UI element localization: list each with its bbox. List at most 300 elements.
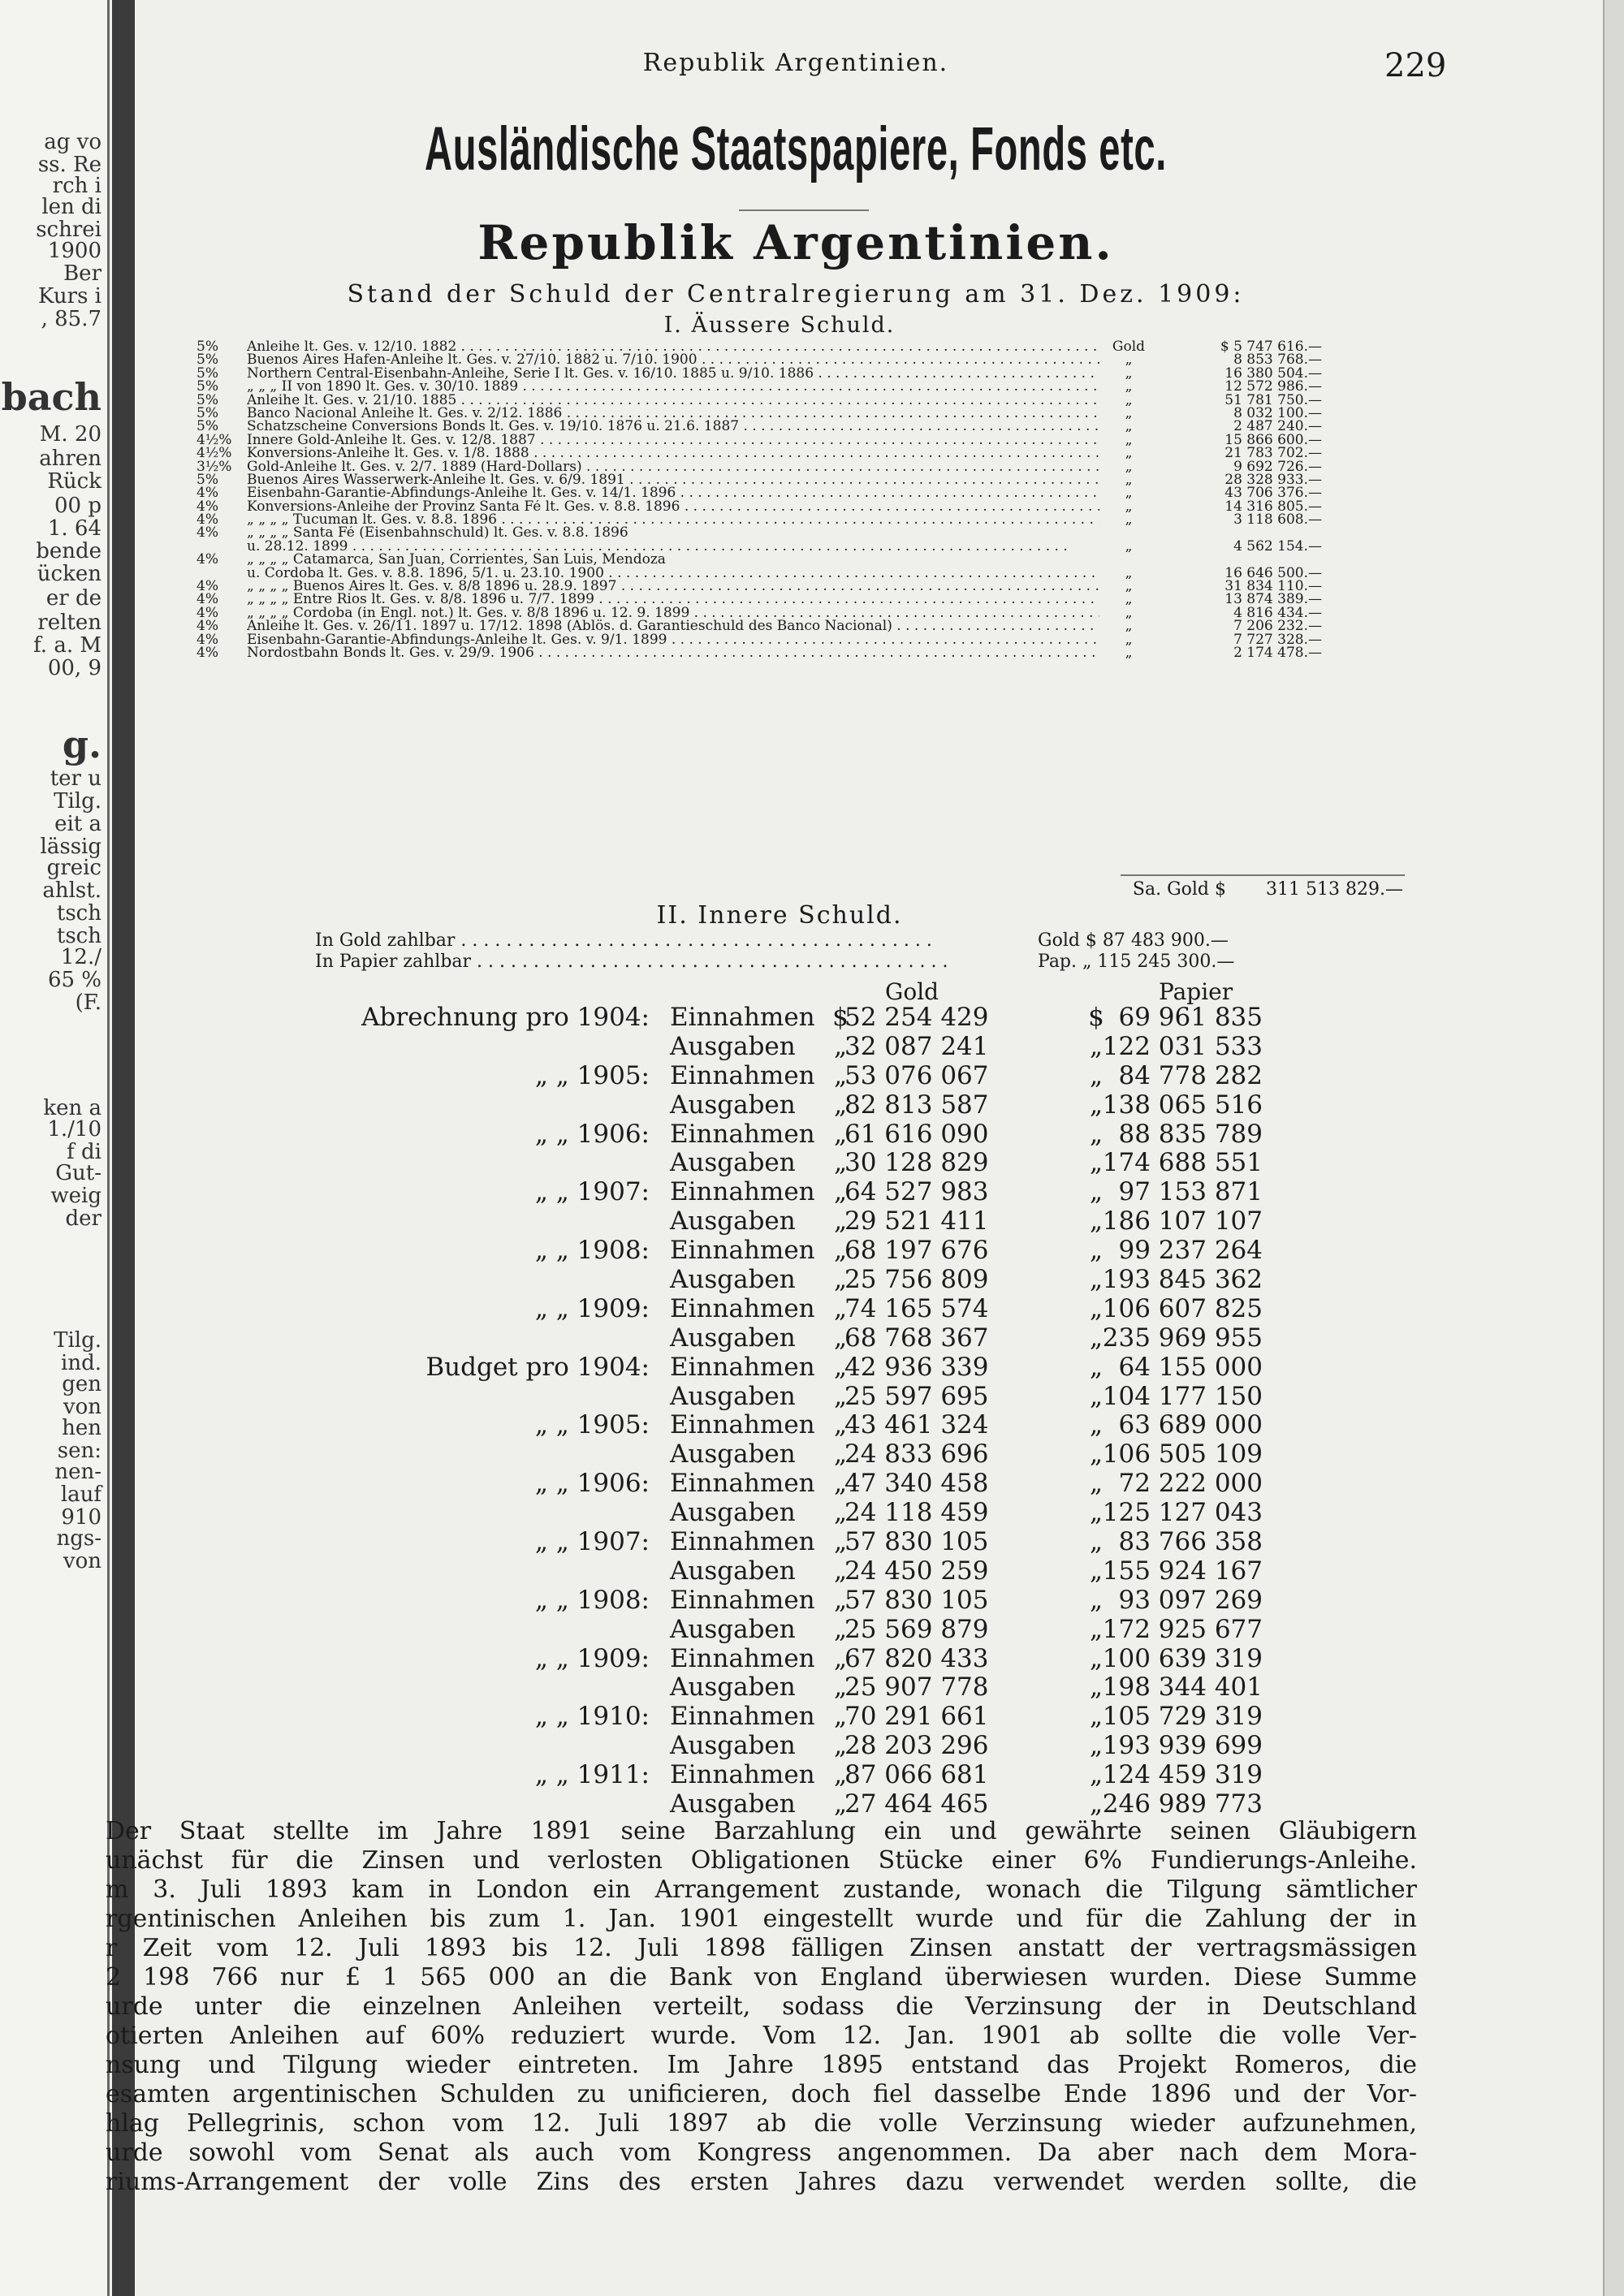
loan-description: Innere Gold-Anleihe lt. Ges. v. 12/8. 1887 . . . [247, 434, 1099, 447]
entry-kind: Einnahmen [670, 1352, 815, 1382]
papier-value: 72 222 000 [1118, 1469, 1263, 1499]
left-fragment-text: lässig [40, 835, 102, 859]
left-fragment-text: er de [45, 586, 102, 611]
amount: 28 328 933.— [1224, 471, 1322, 488]
papier-currency: „ [1089, 1731, 1104, 1761]
loan-description: „ „ „ „ Buenos Aires lt. Ges. v. 8/8 1896 u. 28.9. 1897 . . . [247, 580, 1099, 593]
left-fragment-text: relten [37, 611, 102, 635]
amount: 16 646 500.— [1224, 564, 1322, 581]
papier-currency: „ [1089, 1614, 1104, 1644]
papier-currency: „ [1089, 1527, 1104, 1557]
currency: „ [1125, 418, 1133, 435]
interest-rate: 4% [197, 498, 218, 515]
account-row [146, 1790, 1445, 1819]
account-row [146, 1645, 1445, 1674]
internal-debt-label: In Papier zahlbar . . . [315, 952, 1030, 972]
loan-description: Konversions-Anleihe der Provinz Santa Fé lt. Ges. v. 8.8. 1896 . . . [247, 500, 1099, 513]
papier-value: 122 031 533 [1102, 1031, 1263, 1061]
gold-currency: „ [833, 1702, 848, 1732]
currency: „ [1125, 378, 1133, 395]
entry-kind: Ausgaben [670, 1731, 796, 1761]
entry-kind: Ausgaben [670, 1556, 796, 1586]
account-row [146, 1616, 1445, 1645]
gold-currency: „ [833, 1760, 848, 1790]
gold-currency: „ [833, 1031, 848, 1061]
loan-description: Buenos Aires Hafen-Anleihe lt. Ges. v. 27/10. 1882 u. 7/10. 1900 . . . [247, 353, 1099, 366]
account-row [146, 1703, 1445, 1732]
external-debt-list [197, 339, 1429, 661]
left-fragment-text: eit a [54, 812, 102, 836]
papier-currency: „ [1089, 1293, 1104, 1323]
left-fragment-text: ahren [39, 447, 102, 471]
papier-currency: „ [1089, 1148, 1104, 1178]
amount: $ 5 747 616.— [1220, 339, 1322, 355]
gold-value: 25 597 695 [844, 1381, 989, 1411]
section-title: Ausländische Staatspapiere, Fonds etc. [425, 114, 1167, 183]
gold-value: 30 128 829 [844, 1148, 989, 1178]
gold-value: 74 165 574 [844, 1293, 989, 1323]
loan-description: „ „ „ „ Santa Fé (Eisenbahnschuld) lt. Ges. v. 8.8. 1896 [247, 526, 628, 540]
loan-description: Eisenbahn-Garantie-Abfindungs-Anleihe lt. Ges. v. 9/1. 1899 . . . [247, 633, 1099, 646]
loan-description: „ „ „ „ Tucuman lt. Ges. v. 8.8. 1896 . . . [247, 513, 1099, 526]
interest-rate: 4½% [197, 445, 232, 462]
loan-description: „ „ „ „ Cordoba (in Engl. not.) lt. Ges. v. 8/8 1896 u. 12. 9. 1899 . . . [247, 606, 1099, 619]
amount: 2 487 240.— [1233, 418, 1322, 435]
gold-currency: „ [833, 1381, 848, 1411]
papier-value: 193 845 362 [1102, 1265, 1263, 1295]
entry-kind: Ausgaben [670, 1090, 796, 1120]
entry-kind: Einnahmen [670, 1760, 815, 1790]
interest-rate: 5% [197, 339, 218, 355]
left-fragment-text: bach [1, 375, 102, 419]
gold-currency: „ [833, 1585, 848, 1615]
papier-currency: „ [1089, 1439, 1104, 1470]
amount: 16 380 504.— [1224, 365, 1322, 382]
left-fragment-text: von [63, 1549, 102, 1573]
left-fragment-text: len di [41, 195, 102, 219]
papier-currency: „ [1089, 1643, 1104, 1673]
left-fragment-text: Gut- [55, 1161, 102, 1185]
account-row [146, 1062, 1445, 1091]
amount: 31 834 110.— [1224, 578, 1322, 595]
paragraph-line: m 3. Juli 1893 kam in London ein Arrangement zustande, wonach die Tilgung sämtlicher [106, 1875, 1417, 1904]
left-fragment-text: , 85.7 [41, 307, 102, 331]
account-row [146, 1178, 1445, 1207]
period-label: „ „ 1910: [534, 1702, 650, 1732]
papier-value: 104 177 150 [1102, 1381, 1263, 1411]
entry-kind: Einnahmen [670, 1293, 815, 1323]
entry-kind: Einnahmen [670, 1585, 815, 1615]
interest-rate: 4% [197, 604, 218, 621]
left-fragment-text: rch i [52, 174, 102, 198]
entry-kind: Ausgaben [670, 1206, 796, 1236]
gold-value: 24 118 459 [844, 1498, 989, 1528]
gold-currency: „ [833, 1527, 848, 1557]
papier-value: 235 969 955 [1102, 1323, 1263, 1353]
papier-value: 93 097 269 [1118, 1585, 1263, 1615]
left-fragment-text: Tilg. [54, 789, 102, 814]
currency: Gold [1112, 339, 1146, 355]
papier-currency: $ [1088, 1003, 1104, 1032]
account-row [146, 1003, 1445, 1033]
left-fragment-text: tsch [56, 901, 102, 926]
interest-rate: 5% [197, 378, 218, 395]
left-fragment-text: lauf [60, 1482, 102, 1507]
gold-currency: $ [832, 1003, 849, 1032]
period-label: Budget pro 1904: [425, 1352, 650, 1382]
papier-column-header: Papier [1159, 978, 1233, 1005]
papier-currency: „ [1089, 1672, 1104, 1703]
page [106, 0, 1600, 2296]
gold-value: 24 450 259 [844, 1556, 989, 1586]
amount: 8 853 768.— [1233, 352, 1322, 369]
loan-description: Nordostbahn Bonds lt. Ges. v. 29/9. 1906 . . . [247, 646, 1099, 659]
papier-currency: „ [1089, 1469, 1104, 1499]
loan-description: Schatzscheine Conversions Bonds lt. Ges. v. 19/10. 1876 u. 21.6. 1887 . . . [247, 420, 1099, 433]
papier-currency: „ [1089, 1410, 1104, 1440]
left-fragment-text: von [63, 1395, 102, 1419]
account-row [146, 1324, 1445, 1353]
left-fragment-text: weig [50, 1184, 102, 1208]
papier-value: 124 459 319 [1102, 1760, 1263, 1790]
papier-currency: „ [1089, 1381, 1104, 1411]
amount: 4 816 434.— [1233, 604, 1322, 621]
period-label: „ „ 1907: [534, 1177, 650, 1207]
amount: 51 781 750.— [1224, 391, 1322, 408]
papier-value: 105 729 319 [1102, 1702, 1263, 1732]
account-row [146, 1091, 1445, 1120]
period-label: „ „ 1911: [534, 1760, 650, 1790]
left-fragment-text: der [65, 1206, 102, 1231]
left-fragment-text: ss. Re [37, 153, 102, 177]
papier-currency: „ [1089, 1031, 1104, 1061]
papier-currency: „ [1089, 1236, 1104, 1266]
gold-currency: „ [833, 1556, 848, 1586]
papier-currency: „ [1089, 1177, 1104, 1207]
internal-debt-value: Gold $ 87 483 900.— [1038, 930, 1229, 951]
left-fragment-text: (F. [75, 990, 102, 1015]
papier-value: 64 155 000 [1118, 1352, 1263, 1382]
papier-value: 172 925 677 [1102, 1614, 1263, 1644]
currency: „ [1125, 352, 1133, 369]
left-fragment-text: ngs- [56, 1526, 102, 1551]
internal-debt-row [315, 952, 1289, 973]
page-edge [1603, 0, 1624, 2296]
loan-description: Anleihe lt. Ges. v. 26/11. 1897 u. 17/12. 1898 (Ablös. d. Garantieschuld des Banco Nacional) . . . [247, 619, 1099, 632]
left-fragment-text: 1./10 [47, 1117, 102, 1142]
currency: „ [1125, 511, 1133, 529]
account-row [146, 1207, 1445, 1236]
left-fragment-text: g. [62, 723, 102, 766]
entry-kind: Ausgaben [670, 1614, 796, 1644]
left-fragment-text: ag vo [44, 130, 102, 154]
gold-value: 68 197 676 [844, 1236, 989, 1266]
gold-currency: „ [833, 1672, 848, 1703]
period-label: „ „ 1906: [534, 1119, 650, 1149]
left-fragment-text: ind. [61, 1351, 102, 1375]
gold-currency: „ [833, 1060, 848, 1090]
period-label: „ „ 1905: [534, 1060, 650, 1090]
account-row [146, 1033, 1445, 1062]
account-row [146, 1673, 1445, 1703]
interest-rate: 4% [197, 511, 218, 529]
left-fragment-text: ken a [43, 1096, 102, 1120]
gold-value: 82 813 587 [844, 1090, 989, 1120]
gold-currency: „ [833, 1323, 848, 1353]
papier-currency: „ [1089, 1265, 1104, 1295]
papier-value: 88 835 789 [1118, 1119, 1263, 1149]
gold-value: 87 066 681 [844, 1760, 989, 1790]
period-label: „ „ 1905: [534, 1410, 650, 1440]
papier-value: 63 689 000 [1118, 1410, 1263, 1440]
interest-rate: 5% [197, 365, 218, 382]
account-row [146, 1732, 1445, 1761]
gold-value: 61 616 090 [844, 1119, 989, 1149]
currency: „ [1125, 458, 1133, 475]
papier-currency: „ [1089, 1090, 1104, 1120]
interest-rate: 3½% [197, 458, 232, 475]
gold-currency: „ [833, 1643, 848, 1673]
left-fragment-text: 12./ [60, 945, 102, 969]
entry-kind: Ausgaben [670, 1672, 796, 1703]
gold-value: 32 087 241 [844, 1031, 989, 1061]
papier-value: 69 961 835 [1118, 1003, 1263, 1032]
external-total-label: Sa. Gold $ [1132, 879, 1226, 900]
entry-kind: Einnahmen [670, 1410, 815, 1440]
left-fragment-text: 00, 9 [47, 656, 102, 680]
left-fragment-text: 00 p [54, 494, 102, 518]
amount: 21 783 702.— [1224, 445, 1322, 462]
country-title: Republik Argentinien. [477, 215, 1114, 270]
left-fragment-text: greic [46, 856, 102, 880]
amount: 15 866 600.— [1224, 431, 1322, 448]
papier-currency: „ [1089, 1760, 1104, 1790]
left-fragment-text: tsch [56, 924, 102, 948]
amount: 7 206 232.— [1233, 618, 1322, 635]
left-fragment-text: Rück [47, 469, 102, 494]
loan-description: Anleihe lt. Ges. v. 21/10. 1885 . . . [247, 394, 1099, 407]
papier-value: 198 344 401 [1102, 1672, 1263, 1703]
interest-rate: 5% [197, 391, 218, 408]
paragraph-line: hlag Pellegrinis, schon vom 12. Juli 1897 ab die volle Verzinsung wieder aufzunehmen, [106, 2109, 1417, 2138]
entry-kind: Ausgaben [670, 1498, 796, 1528]
currency: „ [1125, 498, 1133, 515]
papier-value: 83 766 358 [1118, 1527, 1263, 1557]
account-row [146, 1499, 1445, 1528]
paragraph-line: nsung und Tilgung wieder eintreten. Im Jahre 1895 entstand das Projekt Romeros, die [106, 2051, 1417, 2079]
entry-kind: Einnahmen [670, 1177, 815, 1207]
paragraph-line: urde sowohl vom Senat als auch vom Kongress angenommen. Da aber nach dem Mora- [106, 2138, 1417, 2167]
loan-description: „ „ „ II von 1890 lt. Ges. v. 30/10. 1889 . . . [247, 380, 1099, 393]
part1-title: I. Äussere Schuld. [663, 313, 896, 338]
currency: „ [1125, 604, 1133, 621]
internal-debt-value: Pap. „ 115 245 300.— [1038, 952, 1235, 972]
loan-description: Konversions-Anleihe lt. Ges. v. 1/8. 1888 . . . [247, 447, 1099, 460]
loan-description: Buenos Aires Wasserwerk-Anleihe lt. Ges. v. 6/9. 1891 . . . [247, 473, 1099, 486]
gold-currency: „ [833, 1469, 848, 1499]
gold-value: 28 203 296 [844, 1731, 989, 1761]
entry-kind: Ausgaben [670, 1789, 796, 1819]
loan-description: „ „ „ „ Entre Rios lt. Ges. v. 8/8. 1896 u. 7/7. 1899 . . . [247, 593, 1099, 606]
period-label: „ „ 1906: [534, 1469, 650, 1499]
interest-rate: 4% [197, 631, 218, 648]
external-debt-row [197, 644, 1429, 661]
period-label: „ „ 1908: [534, 1585, 650, 1615]
amount: 2 174 478.— [1233, 644, 1322, 661]
papier-value: 99 237 264 [1118, 1236, 1263, 1266]
gold-currency: „ [833, 1498, 848, 1528]
period-label: Abrechnung pro 1904: [361, 1003, 650, 1032]
gold-value: 57 830 105 [844, 1527, 989, 1557]
account-row [146, 1266, 1445, 1295]
papier-value: 246 989 773 [1102, 1789, 1263, 1819]
papier-currency: „ [1089, 1060, 1104, 1090]
currency: „ [1125, 631, 1133, 648]
internal-debt-label: In Gold zahlbar . . . [315, 930, 1030, 951]
gold-currency: „ [833, 1293, 848, 1323]
entry-kind: Ausgaben [670, 1323, 796, 1353]
account-row [146, 1353, 1445, 1383]
gold-value: 52 254 429 [844, 1003, 989, 1032]
left-fragment-text: f. a. M [33, 633, 102, 658]
papier-value: 97 153 871 [1118, 1177, 1263, 1207]
papier-value: 106 607 825 [1102, 1293, 1263, 1323]
currency: „ [1125, 537, 1133, 555]
currency: „ [1125, 564, 1133, 581]
interest-rate: 4% [197, 485, 218, 502]
account-row [146, 1440, 1445, 1470]
left-fragment-text: ter u [50, 766, 102, 791]
entry-kind: Einnahmen [670, 1702, 815, 1732]
interest-rate: 5% [197, 404, 218, 421]
gold-value: 47 340 458 [844, 1469, 989, 1499]
entry-kind: Einnahmen [670, 1060, 815, 1090]
gold-currency: „ [833, 1352, 848, 1382]
interest-rate: 4½% [197, 431, 232, 448]
gold-currency: „ [833, 1410, 848, 1440]
paragraph-line: riums-Arrangement der volle Zins des ersten Jahres dazu verwendet werden sollte, die [106, 2168, 1417, 2196]
period-label: „ „ 1908: [534, 1236, 650, 1266]
account-row [146, 1557, 1445, 1586]
papier-currency: „ [1089, 1585, 1104, 1615]
period-label: „ „ 1909: [534, 1293, 650, 1323]
period-label: „ „ 1909: [534, 1643, 650, 1673]
paragraph-line: r Zeit vom 12. Juli 1893 bis 12. Juli 1898 fälligen Zinsen anstatt der vertragsmässigen [106, 1934, 1417, 1962]
entry-kind: Einnahmen [670, 1469, 815, 1499]
amount: 9 692 726.— [1233, 458, 1322, 475]
papier-value: 193 939 699 [1102, 1731, 1263, 1761]
amount: 14 316 805.— [1224, 498, 1322, 515]
amount: 7 727 328.— [1233, 631, 1322, 648]
loan-description: Anleihe lt. Ges. v. 12/10. 1882 . . . [247, 340, 1099, 353]
left-fragment-text: 1900 [47, 239, 102, 263]
loan-description: „ „ „ „ Catamarca, San Juan, Corrientes, San Luis, Mendoza [247, 553, 666, 567]
gold-currency: „ [833, 1148, 848, 1178]
entry-kind: Einnahmen [670, 1527, 815, 1557]
status-line: Stand der Schuld der Centralregierung am 31. Dez. 1909: [347, 280, 1245, 309]
currency: „ [1125, 471, 1133, 488]
papier-value: 106 505 109 [1102, 1439, 1263, 1470]
gold-value: 70 291 661 [844, 1702, 989, 1732]
gold-currency: „ [833, 1090, 848, 1120]
currency: „ [1125, 431, 1133, 448]
currency: „ [1125, 391, 1133, 408]
gold-value: 64 527 983 [844, 1177, 989, 1207]
currency: „ [1125, 445, 1133, 462]
loan-description: Eisenbahn-Garantie-Abfindungs-Anleihe lt. Ges. v. 14/1. 1896 . . . [247, 486, 1099, 499]
entry-kind: Ausgaben [670, 1148, 796, 1178]
loan-description: Banco Nacional Anleihe lt. Ges. v. 2/12. 1886 . . . [247, 407, 1099, 420]
interest-rate: 5% [197, 352, 218, 369]
gold-value: 67 820 433 [844, 1643, 989, 1673]
currency: „ [1125, 404, 1133, 421]
gold-column-header: Gold [885, 978, 939, 1005]
account-row [146, 1236, 1445, 1266]
papier-currency: „ [1089, 1498, 1104, 1528]
currency: „ [1125, 644, 1133, 661]
paragraph-line: 2 198 766 nur £ 1 565 000 an die Bank von England überwiesen wurden. Diese Summe [106, 1963, 1417, 1992]
paragraph-line: unächst für die Zinsen und verlosten Obligationen Stücke einer 6% Fundierungs-Anleihe. [106, 1846, 1417, 1875]
loan-description: Northern Central-Eisenbahn-Anleihe, Serie I lt. Ges. v. 16/10. 1885 u. 9/10. 1886 . . . [247, 367, 1099, 380]
entry-kind: Ausgaben [670, 1439, 796, 1470]
gold-value: 25 569 879 [844, 1614, 989, 1644]
gold-value: 25 907 778 [844, 1672, 989, 1703]
left-fragment-text: gen [62, 1372, 102, 1396]
papier-value: 100 639 319 [1102, 1643, 1263, 1673]
interest-rate: 4% [197, 578, 218, 595]
part2-title: II. Innere Schuld. [656, 901, 903, 930]
papier-value: 125 127 043 [1102, 1498, 1263, 1528]
page-number: 229 [1384, 47, 1447, 84]
left-fragment-text: ücken [37, 562, 102, 586]
gold-value: 42 936 339 [844, 1352, 989, 1382]
accounts-table [146, 1003, 1445, 1819]
amount: 4 562 154.— [1233, 537, 1322, 555]
gold-currency: „ [833, 1265, 848, 1295]
currency: „ [1125, 618, 1133, 635]
papier-value: 174 688 551 [1102, 1148, 1263, 1178]
paragraph-line: urde unter die einzelnen Anleihen verteilt, sodass die Verzinsung der in Deutschland [106, 1992, 1417, 2021]
left-fragment-text: 1. 64 [47, 516, 102, 541]
left-fragment-text: Tilg. [54, 1328, 102, 1353]
period-label: „ „ 1907: [534, 1527, 650, 1557]
left-fragment-text: Ber [63, 261, 102, 286]
gold-value: 25 756 809 [844, 1265, 989, 1295]
papier-value: 138 065 516 [1102, 1090, 1263, 1120]
left-fragment-text: 65 % [47, 968, 102, 992]
account-row [146, 1295, 1445, 1324]
internal-debt-row [315, 930, 1289, 952]
gold-currency: „ [833, 1236, 848, 1266]
title-rule [739, 209, 869, 211]
papier-value: 186 107 107 [1102, 1206, 1263, 1236]
external-total-value: 311 513 829.— [1266, 879, 1403, 900]
gold-currency: „ [833, 1177, 848, 1207]
papier-value: 84 778 282 [1118, 1060, 1263, 1090]
paragraph-line: Der Staat stellte im Jahre 1891 seine Barzahlung ein und gewährte seinen Gläubigern [106, 1817, 1417, 1845]
gold-currency: „ [833, 1614, 848, 1644]
amount: 43 706 376.— [1224, 485, 1322, 502]
gold-currency: „ [833, 1731, 848, 1761]
amount: 12 572 986.— [1224, 378, 1322, 395]
account-row [146, 1411, 1445, 1440]
entry-kind: Einnahmen [670, 1119, 815, 1149]
papier-currency: „ [1089, 1352, 1104, 1382]
gold-value: 24 833 696 [844, 1439, 989, 1470]
left-fragment-text: sen: [57, 1439, 102, 1463]
entry-kind: Ausgaben [670, 1381, 796, 1411]
entry-kind: Ausgaben [670, 1265, 796, 1295]
